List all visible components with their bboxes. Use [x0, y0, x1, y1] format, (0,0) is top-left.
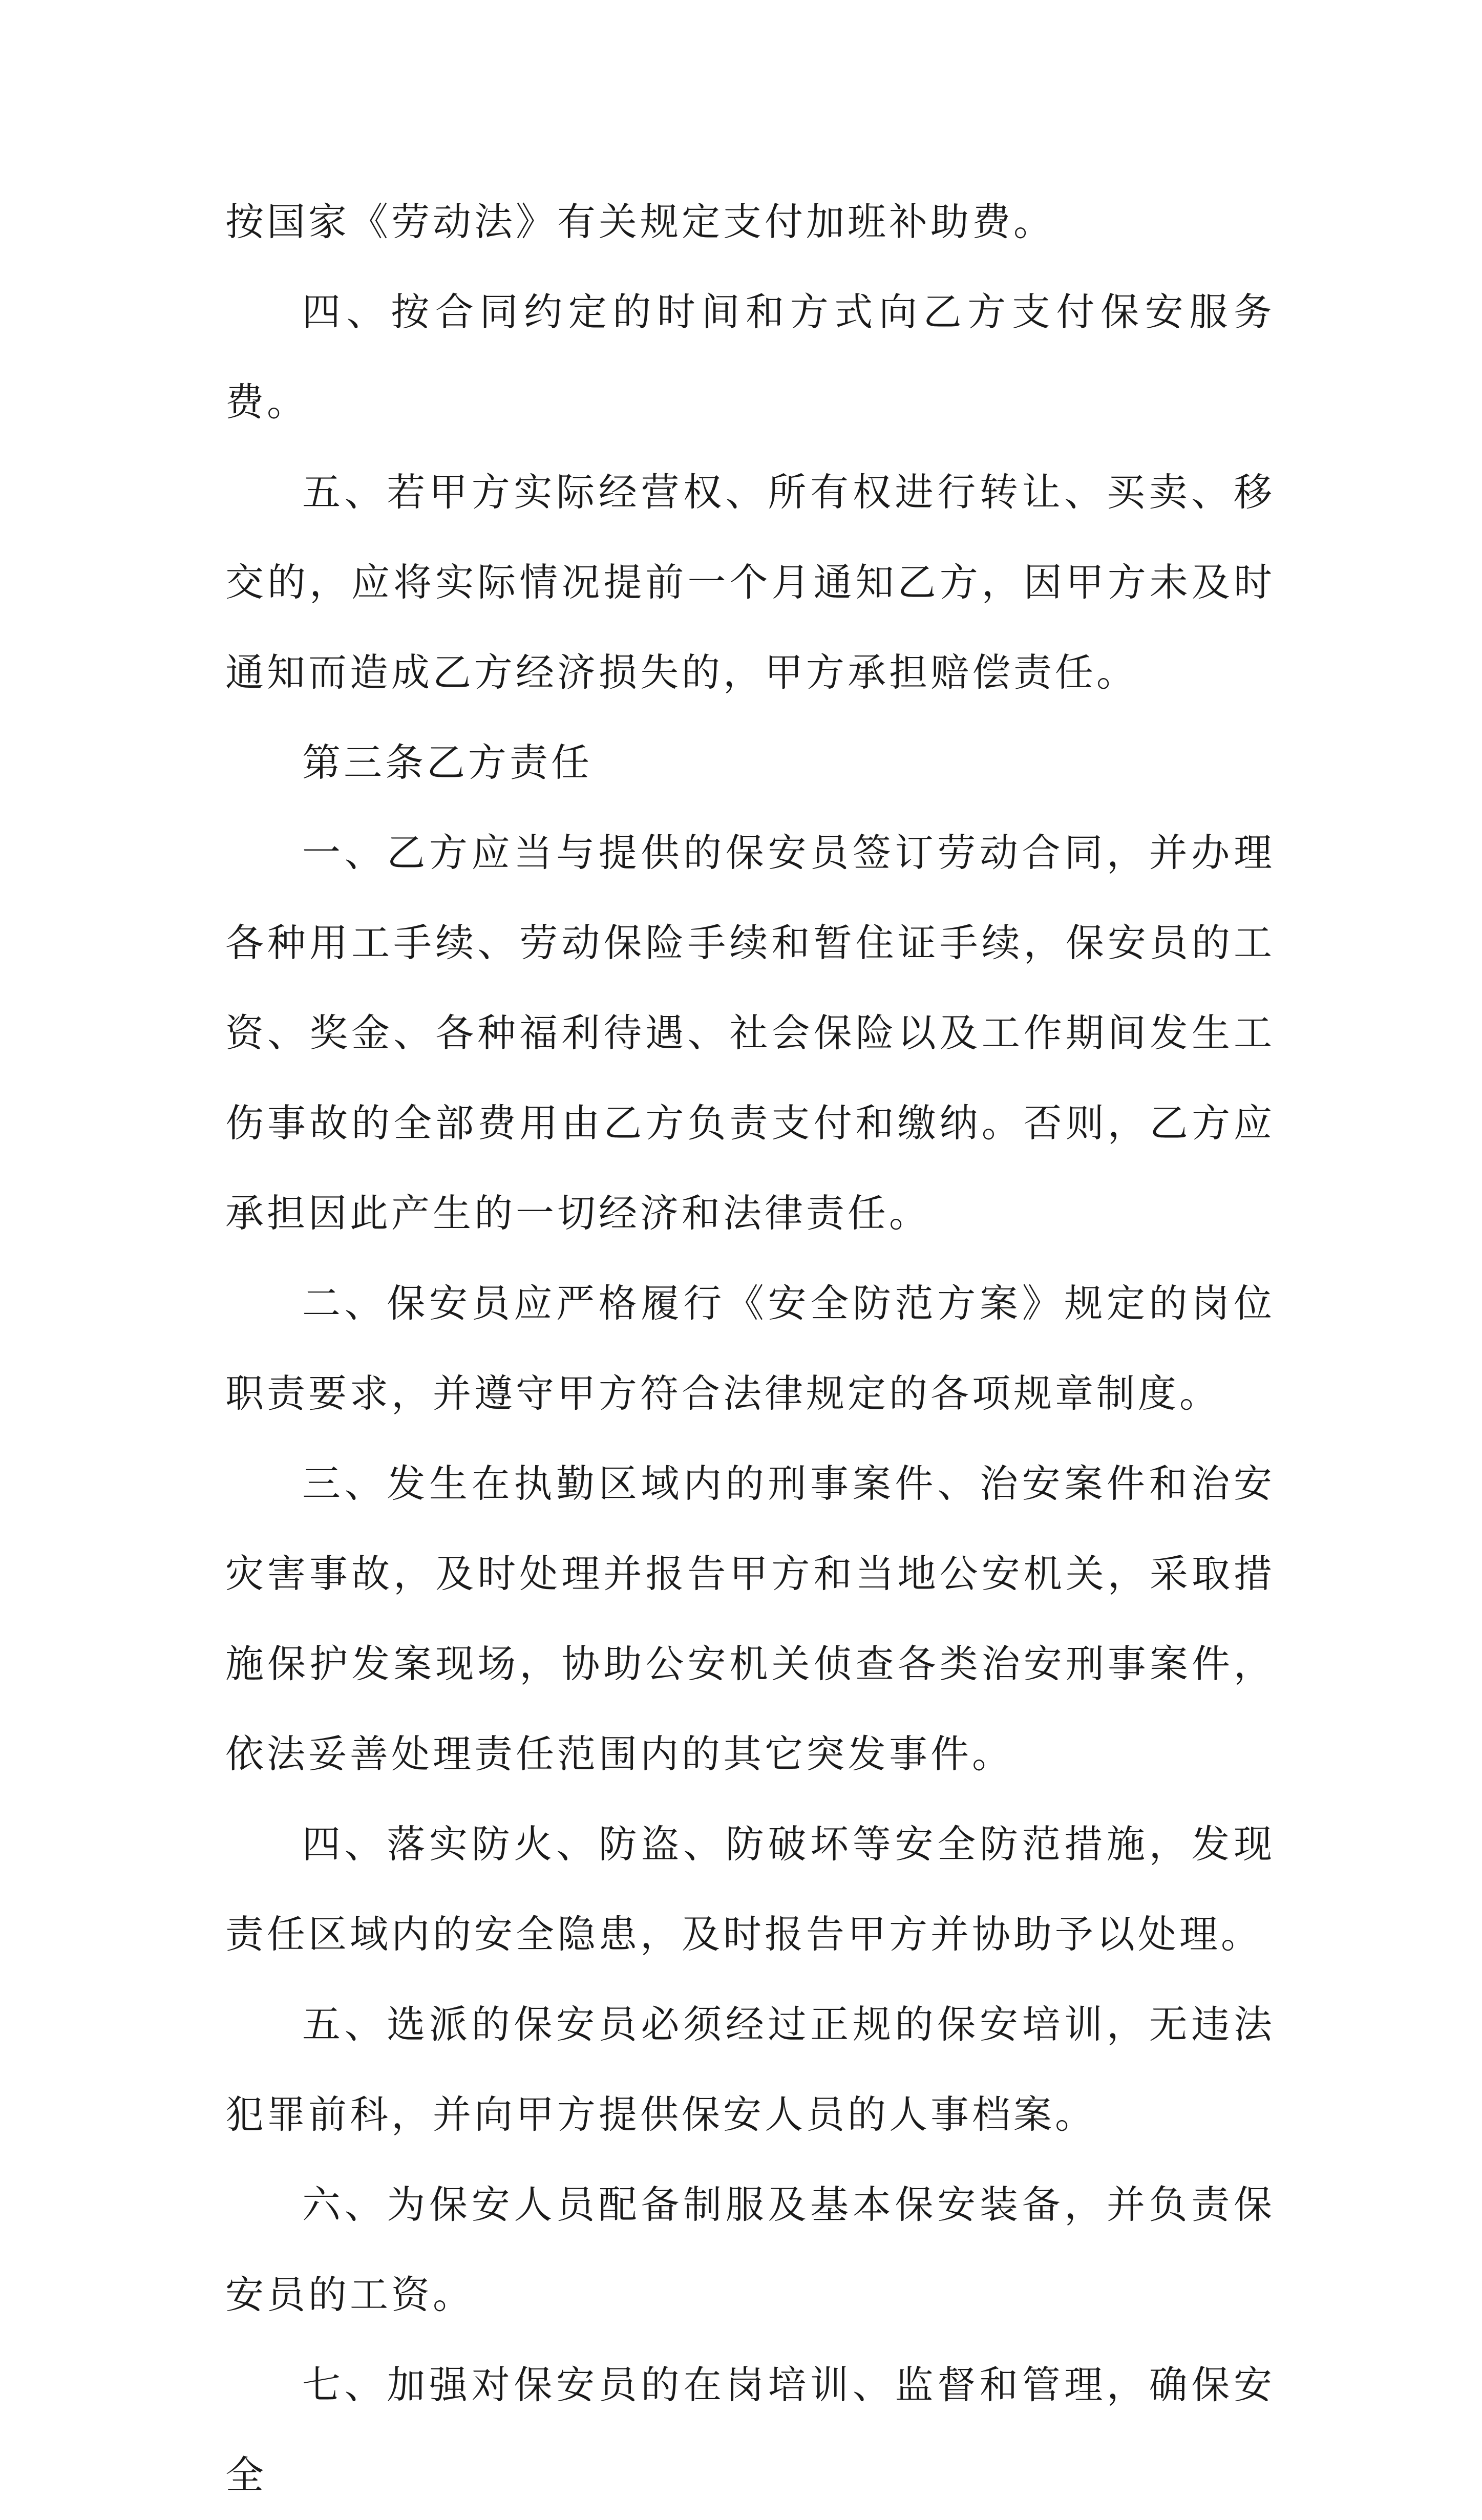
- paragraph-party-b-item-7: 七、加强对保安员的在岗培训、监督和管理，确保安全: [225, 2362, 1275, 2497]
- paragraph-party-b-item-6: 六、为保安人员配备制服及基本保安装备，并负责保安员的工资。: [225, 2182, 1275, 2317]
- paragraph-party-b-item-5: 五、选派的保安员必须经过正规的保安培训，无违法犯罪前科，并向甲方提供保安人员的人事档案。: [225, 2002, 1275, 2137]
- document-body: [225, 177, 1275, 2520]
- paragraph-party-b-item-2: 二、保安员应严格履行《安全防范方案》规定的岗位职责要求，并遵守甲方符合法律规定的各项规章制度。: [225, 1281, 1275, 1416]
- section-heading-article-3: 第三条乙方责任: [302, 740, 593, 785]
- paragraph-party-b-item-4: 四、落实防火、防盗、防破坏等安全防范措施，发现责任区域内的安全隐患，及时报告甲方并协助予以处理。: [225, 1822, 1275, 1957]
- paragraph-party-a-item-4: 四、按合同约定的时间和方式向乙方支付保安服务费。: [225, 289, 1275, 425]
- paragraph-party-a-item-5: 五、若甲方实际经营权、所有权进行转让、买卖、移交的，应将实际情况提前一个月通知乙方，因甲方未及时通知而造成乙方经济损失的，甲方承担赔偿责任。: [225, 470, 1275, 695]
- paragraph-overtime-pay: 按国家《劳动法》有关规定支付加班补助费。: [225, 199, 1055, 244]
- paragraph-party-b-item-1: 一、乙方应当与提供的保安员签订劳动合同，并办理各种用工手续、劳动保险手续和暂住证手续，保安员的工资、奖金、各种福利待遇、社会保险以及工作期间发生工伤事故的全部费用由乙方负责支付和缴纳。否则，乙方应承担因此产生的一切经济和法律责任。: [225, 830, 1275, 1236]
- paragraph-party-b-item-3: 三、发生在执勤区域内的刑事案件、治安案件和治安灾害事故，及时处理并报告甲方和当地公安机关，采取措施保护发案现场，协助公安机关侦查各类治安刑事案件，依法妥善处理责任范围内的其它突发事件。: [225, 1461, 1275, 1776]
